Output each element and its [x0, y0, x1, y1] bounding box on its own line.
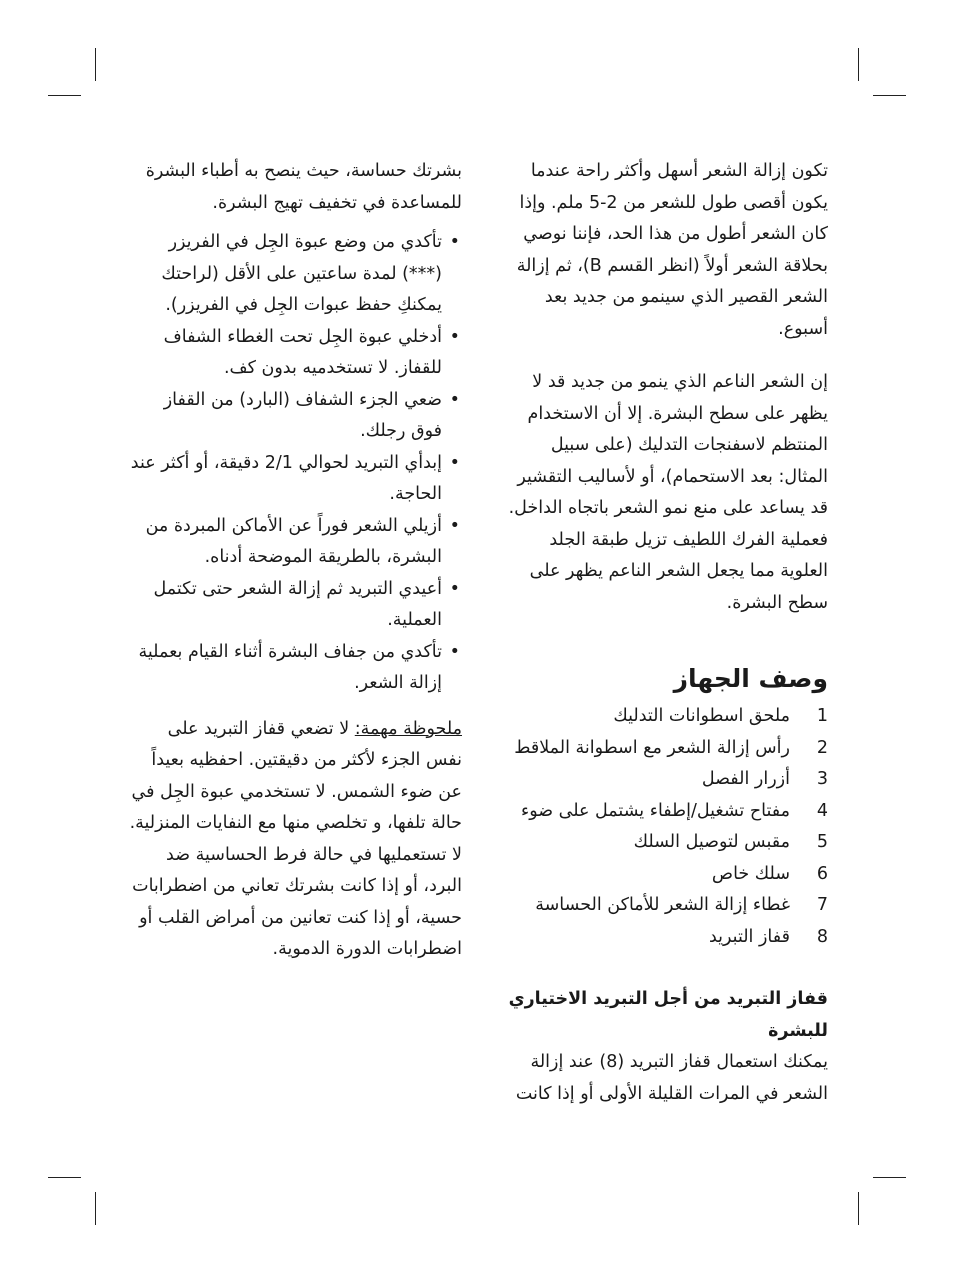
parts-list-item: 4 مفتاح تشغيل/إطفاء يشتمل على ضوء — [520, 800, 828, 821]
parts-list — [498, 701, 828, 953]
parts-list-item: 6 سلك خاص — [711, 863, 828, 884]
note-text: لا تضعي قفاز التبريد على نفس الجزء لأكثر من دقيقتين. احفظيه بعيداً عن ضوء الشمس. لا تستخدمي عبوة الجِل في حالة تلفها، و تخلصي منها مع النفايات المنزلية. لا تستعمليها في حالة فرط الحساسية ضد البرد، أو إذا كانت بشرتك تعاني من اضطرابات حسية، أو إذا كنت تعانين من أمراض القلب أو اضطرابات الدورة الدموية. — [129, 718, 462, 959]
crop-mark — [48, 1177, 81, 1178]
parts-list-item: 2 رأس إزالة الشعر مع اسطوانة الملاقط — [514, 737, 828, 758]
parts-list-item: 1 ملحق اسطوانات التدليك — [613, 706, 828, 726]
note-label: ملحوظة مهمة: — [354, 718, 462, 739]
crop-mark — [95, 48, 96, 81]
instruction-item: • أدخلي عبوة الجِل تحت الغطاء الشفاف للقفاز. لا تستخدميه بدون كف. — [128, 322, 462, 385]
left-column — [128, 156, 462, 966]
parts-list-item: 5 مقبس لتوصيل السلك — [633, 832, 828, 852]
instructions-list — [128, 227, 462, 700]
instruction-item: • ضعي الجزء الشفاف (البارد) من القفاز فوق رجلك. — [128, 385, 462, 448]
intro-paragraph: تكون إزالة الشعر أسهل وأكثر راحة عندما يكون أقصى طول للشعر من 2-5 ملم. وإذا كان الشعر أطول من هذا الحد، فإننا نوصي بحلاقة الشعر أولاً (انظر القسم B)، ثم إزالة الشعر القصير الذي سينمو من جديد بعد أسبوع. — [516, 161, 828, 339]
instruction-item: • أزيلي الشعر فوراً عن الأماكن المبردة من البشرة، بالطريقة الموضحة أدناه. — [128, 511, 462, 574]
crop-mark — [873, 95, 906, 96]
important-note — [128, 714, 462, 966]
ingrown-hair-paragraph: إن الشعر الناعم الذي ينمو من جديد قد لا يظهر على سطح البشرة. إلا أن الاستخدام المنتظم لاسفنجات التدليك (على سبيل المثال: بعد الاستحمام)، أو لأساليب التقشير قد يساعد على منع نمو الشعر باتجاه الداخل. فعملية الفرك اللطيف تزيل طبقة الجلد العلوية مما يجعل الشعر الناعم يظهر على سطح البشرة. — [508, 372, 828, 613]
right-column — [498, 156, 828, 1110]
crop-mark — [95, 1192, 96, 1225]
instruction-item: • إبدأي التبريد لحوالي 2/1 دقيقة، أو أكثر عند الحاجة. — [128, 448, 462, 511]
cooling-glove-heading: قفاز التبريد من أجل التبريد الاختياري للبشرة — [508, 989, 828, 1041]
crop-mark — [48, 95, 81, 96]
continuation-paragraph: بشرتك حساسة، حيث ينصح به أطباء البشرة للمساعدة في تخفيف تهيج البشرة. — [145, 161, 462, 213]
parts-list-item: 8 قفاز التبريد — [708, 926, 828, 947]
parts-list-item: 3 أزرار الفصل — [701, 769, 828, 789]
instruction-item: • أعيدي التبريد ثم إزالة الشعر حتى تكتمل العملية. — [128, 574, 462, 637]
instruction-item: • تأكدي من وضع عبوة الجِل في الفريزر (***) لمدة ساعتين على الأقل (لراحتك يمكنكِ حفظ عبوات الجِل في الفريزر). — [128, 227, 462, 322]
cooling-glove-paragraph: يمكنك استعمال قفاز التبريد (8) عند إزالة الشعر في المرات القليلة الأولى أو إذا كانت — [515, 1052, 828, 1104]
device-description-heading: وصف الجهاز — [673, 664, 828, 693]
instruction-item: • تأكدي من جفاف البشرة أثناء القيام بعملية إزالة الشعر. — [128, 637, 462, 700]
crop-mark — [873, 1177, 906, 1178]
crop-mark — [858, 1192, 859, 1225]
crop-mark — [858, 48, 859, 81]
parts-list-item: 7 غطاء إزالة الشعر للأماكن الحساسة — [535, 895, 828, 915]
